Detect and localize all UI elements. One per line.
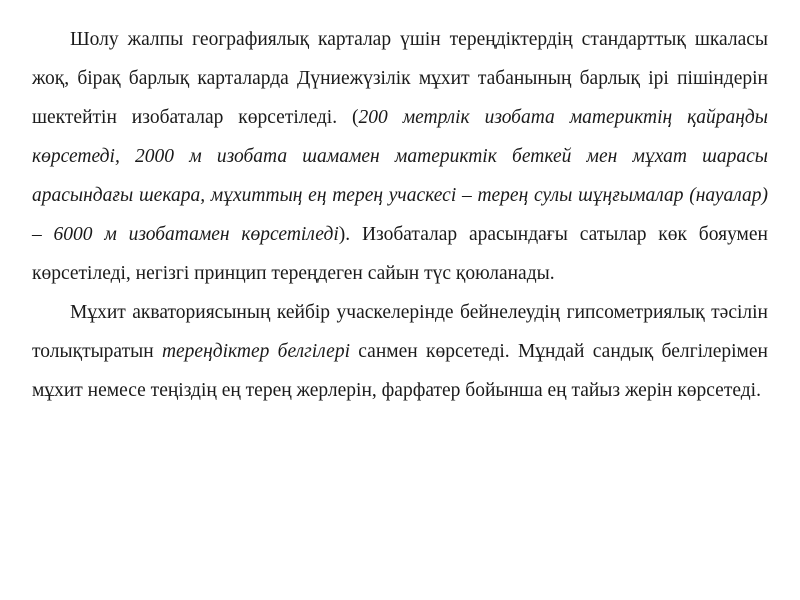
paragraph-1 [32, 20, 768, 293]
paragraph-1-text-start: Шолу жалпы географиялық карталар үшін тереңдіктердің стандарттық шкаласы жоқ, бірақ барлық карталарда Дүниежүзілік мұхит табанының барлық ірі пішіндерін шектейтін изобаталар көрсетіледі. ( [32, 29, 768, 128]
document-page [32, 20, 768, 410]
paragraph-2-italic-text: тереңдіктер белгілері [161, 341, 350, 362]
paragraph-1-italic-text: 200 метрлік изобата материктің қайраңды көрсетеді, 2000 м изобата шамамен материктік беткей мен мұхат шарасы арасындағы шекара, мұхиттың ең терең учаскесі – терең сулы шұңғымалар (науалар) – 6000 м изобатамен көрсетіледі [32, 107, 768, 245]
paragraph-2-text-start: Мұхит акваториясының кейбір учаскелерінде бейнелеудің гипсометриялық тәсілін толықтыратын [32, 302, 768, 362]
paragraph-2 [32, 293, 768, 410]
paragraph-2-text-end: санмен көрсетеді. Мұндай сандық белгілерімен мұхит немесе теңіздің ең терең жерлерін, фарфатер бойынша ең тайыз жерін көрсетеді. [32, 341, 768, 401]
paragraph-1-text-end: ). Изобаталар арасындағы сатылар көк бояумен көрсетіледі, негізгі принцип тереңдеген сайын түс қоюланады. [32, 224, 768, 284]
